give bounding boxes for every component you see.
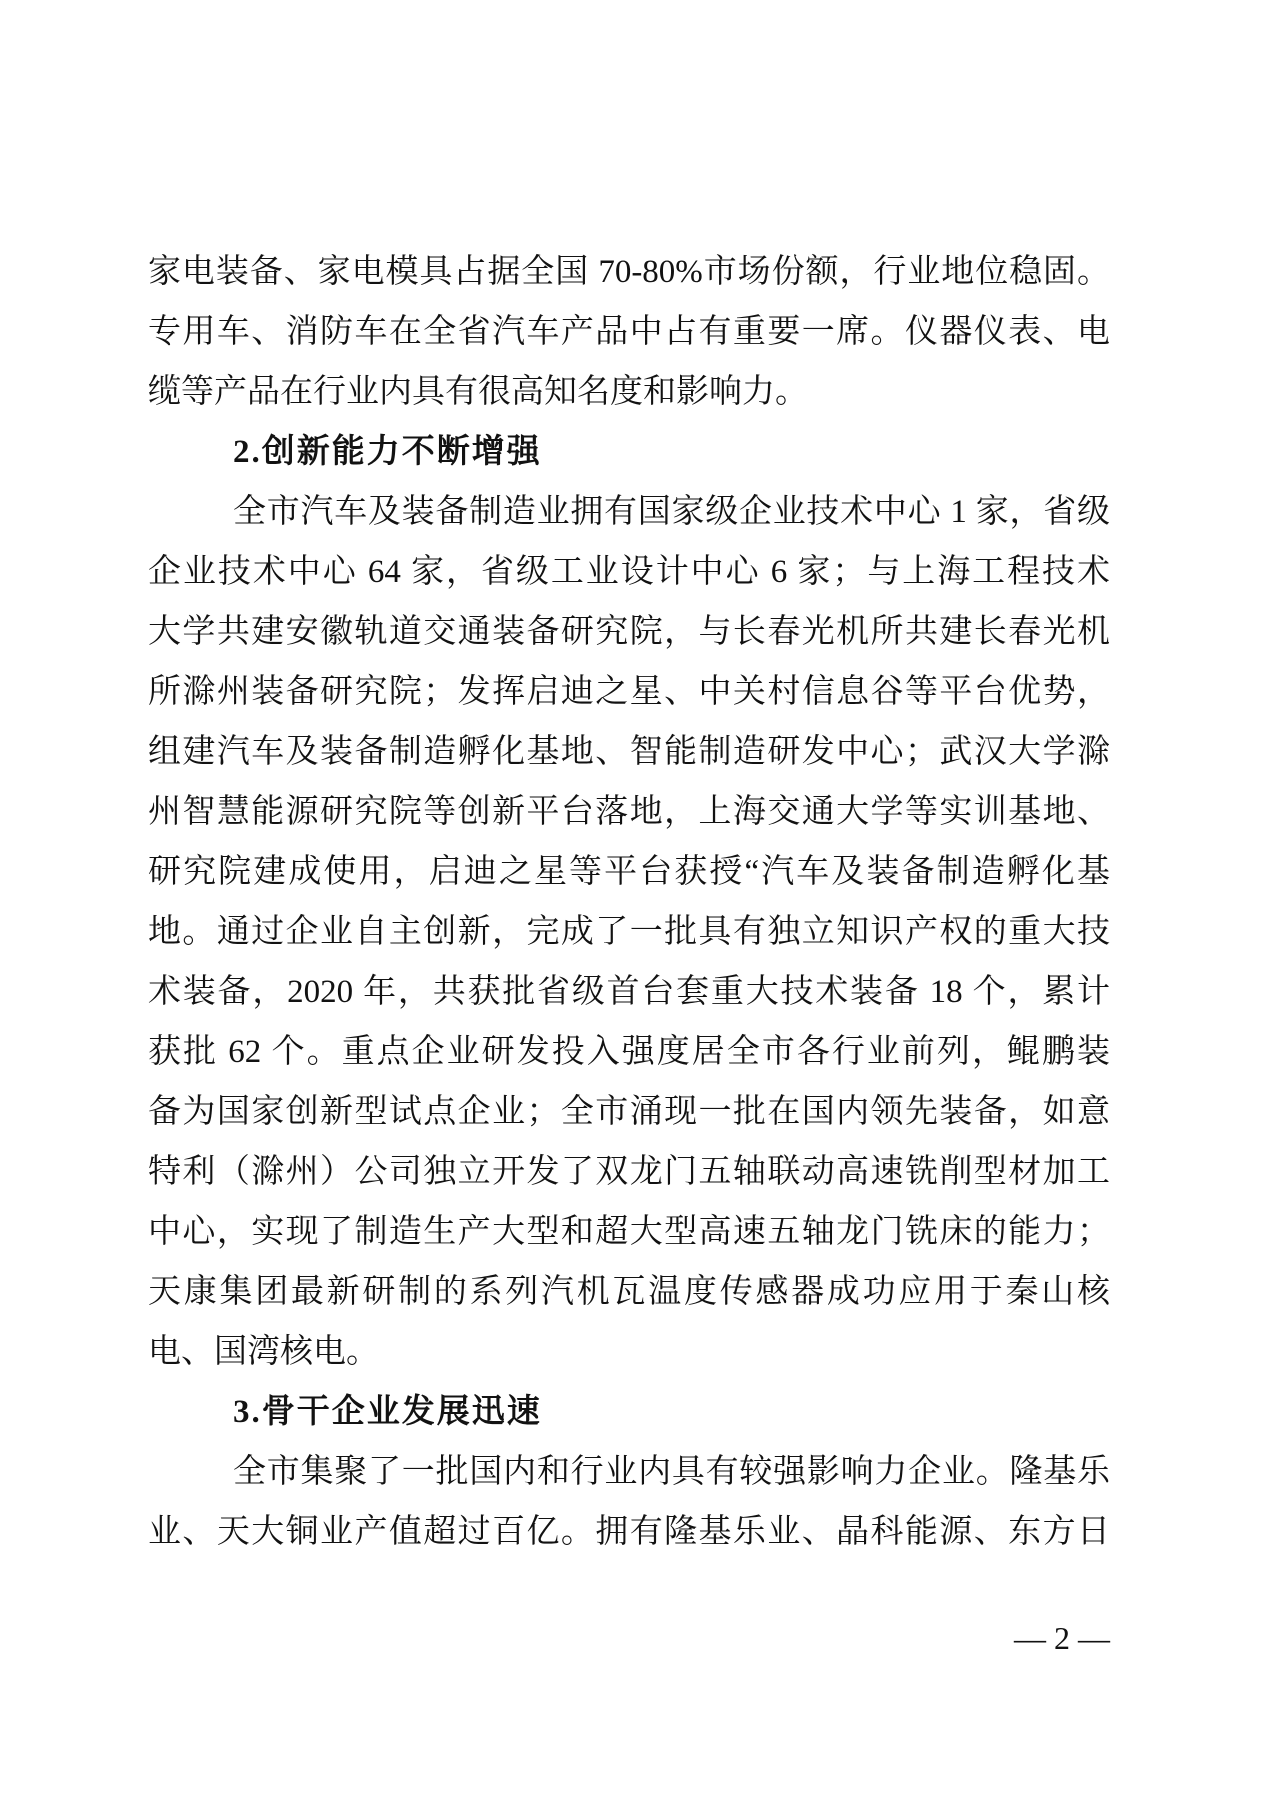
text-line: 业、天大铜业产值超过百亿。拥有隆基乐业、晶科能源、东方日: [148, 1514, 1110, 1550]
text-line: 组建汽车及装备制造孵化基地、智能制造研发中心；武汉大学滁: [148, 734, 1110, 770]
text-line: 地。通过企业自主创新，完成了一批具有独立知识产权的重大技: [148, 914, 1110, 950]
text-line: 天康集团最新研制的系列汽机瓦温度传感器成功应用于秦山核: [148, 1274, 1110, 1310]
text-line: 电、国湾核电。: [148, 1334, 379, 1370]
text-line: 州智慧能源研究院等创新平台落地，上海交通大学等实训基地、: [148, 794, 1110, 830]
text-line: 家电装备、家电模具占据全国 70-80%市场份额，行业地位稳固。: [148, 254, 1110, 290]
text-line: 术装备，2020 年，共获批省级首台套重大技术装备 18 个，累计: [148, 974, 1110, 1010]
text-line: 缆等产品在行业内具有很高知名度和影响力。: [148, 374, 808, 410]
text-line: 研究院建成使用，启迪之星等平台获授“汽车及装备制造孵化基: [148, 854, 1110, 890]
text-line: 备为国家创新型试点企业；全市涌现一批在国内领先装备，如意: [148, 1094, 1110, 1130]
text-line: 全市汽车及装备制造业拥有国家级企业技术中心 1 家，省级: [233, 494, 1111, 530]
text-line: 获批 62 个。重点企业研发投入强度居全市各行业前列，鲲鹏装: [148, 1034, 1110, 1070]
section-heading: 3.骨干企业发展迅速: [233, 1394, 542, 1430]
text-line: 专用车、消防车在全省汽车产品中占有重要一席。仪器仪表、电: [148, 314, 1110, 350]
page-number-footer: — 2 —: [1014, 1620, 1110, 1656]
text-line: 全市集聚了一批国内和行业内具有较强影响力企业。隆基乐: [233, 1454, 1110, 1490]
text-body: [148, 242, 1110, 1562]
text-line: 企业技术中心 64 家，省级工业设计中心 6 家；与上海工程技术: [148, 554, 1110, 590]
text-line: 所滁州装备研究院；发挥启迪之星、中关村信息谷等平台优势，: [148, 674, 1110, 710]
text-line: 大学共建安徽轨道交通装备研究院，与长春光机所共建长春光机: [148, 614, 1110, 650]
text-line: 特利（滁州）公司独立开发了双龙门五轴联动高速铣削型材加工: [148, 1154, 1110, 1190]
section-heading: 2.创新能力不断增强: [233, 434, 542, 470]
text-line: 中心，实现了制造生产大型和超大型高速五轴龙门铣床的能力；: [148, 1214, 1110, 1250]
